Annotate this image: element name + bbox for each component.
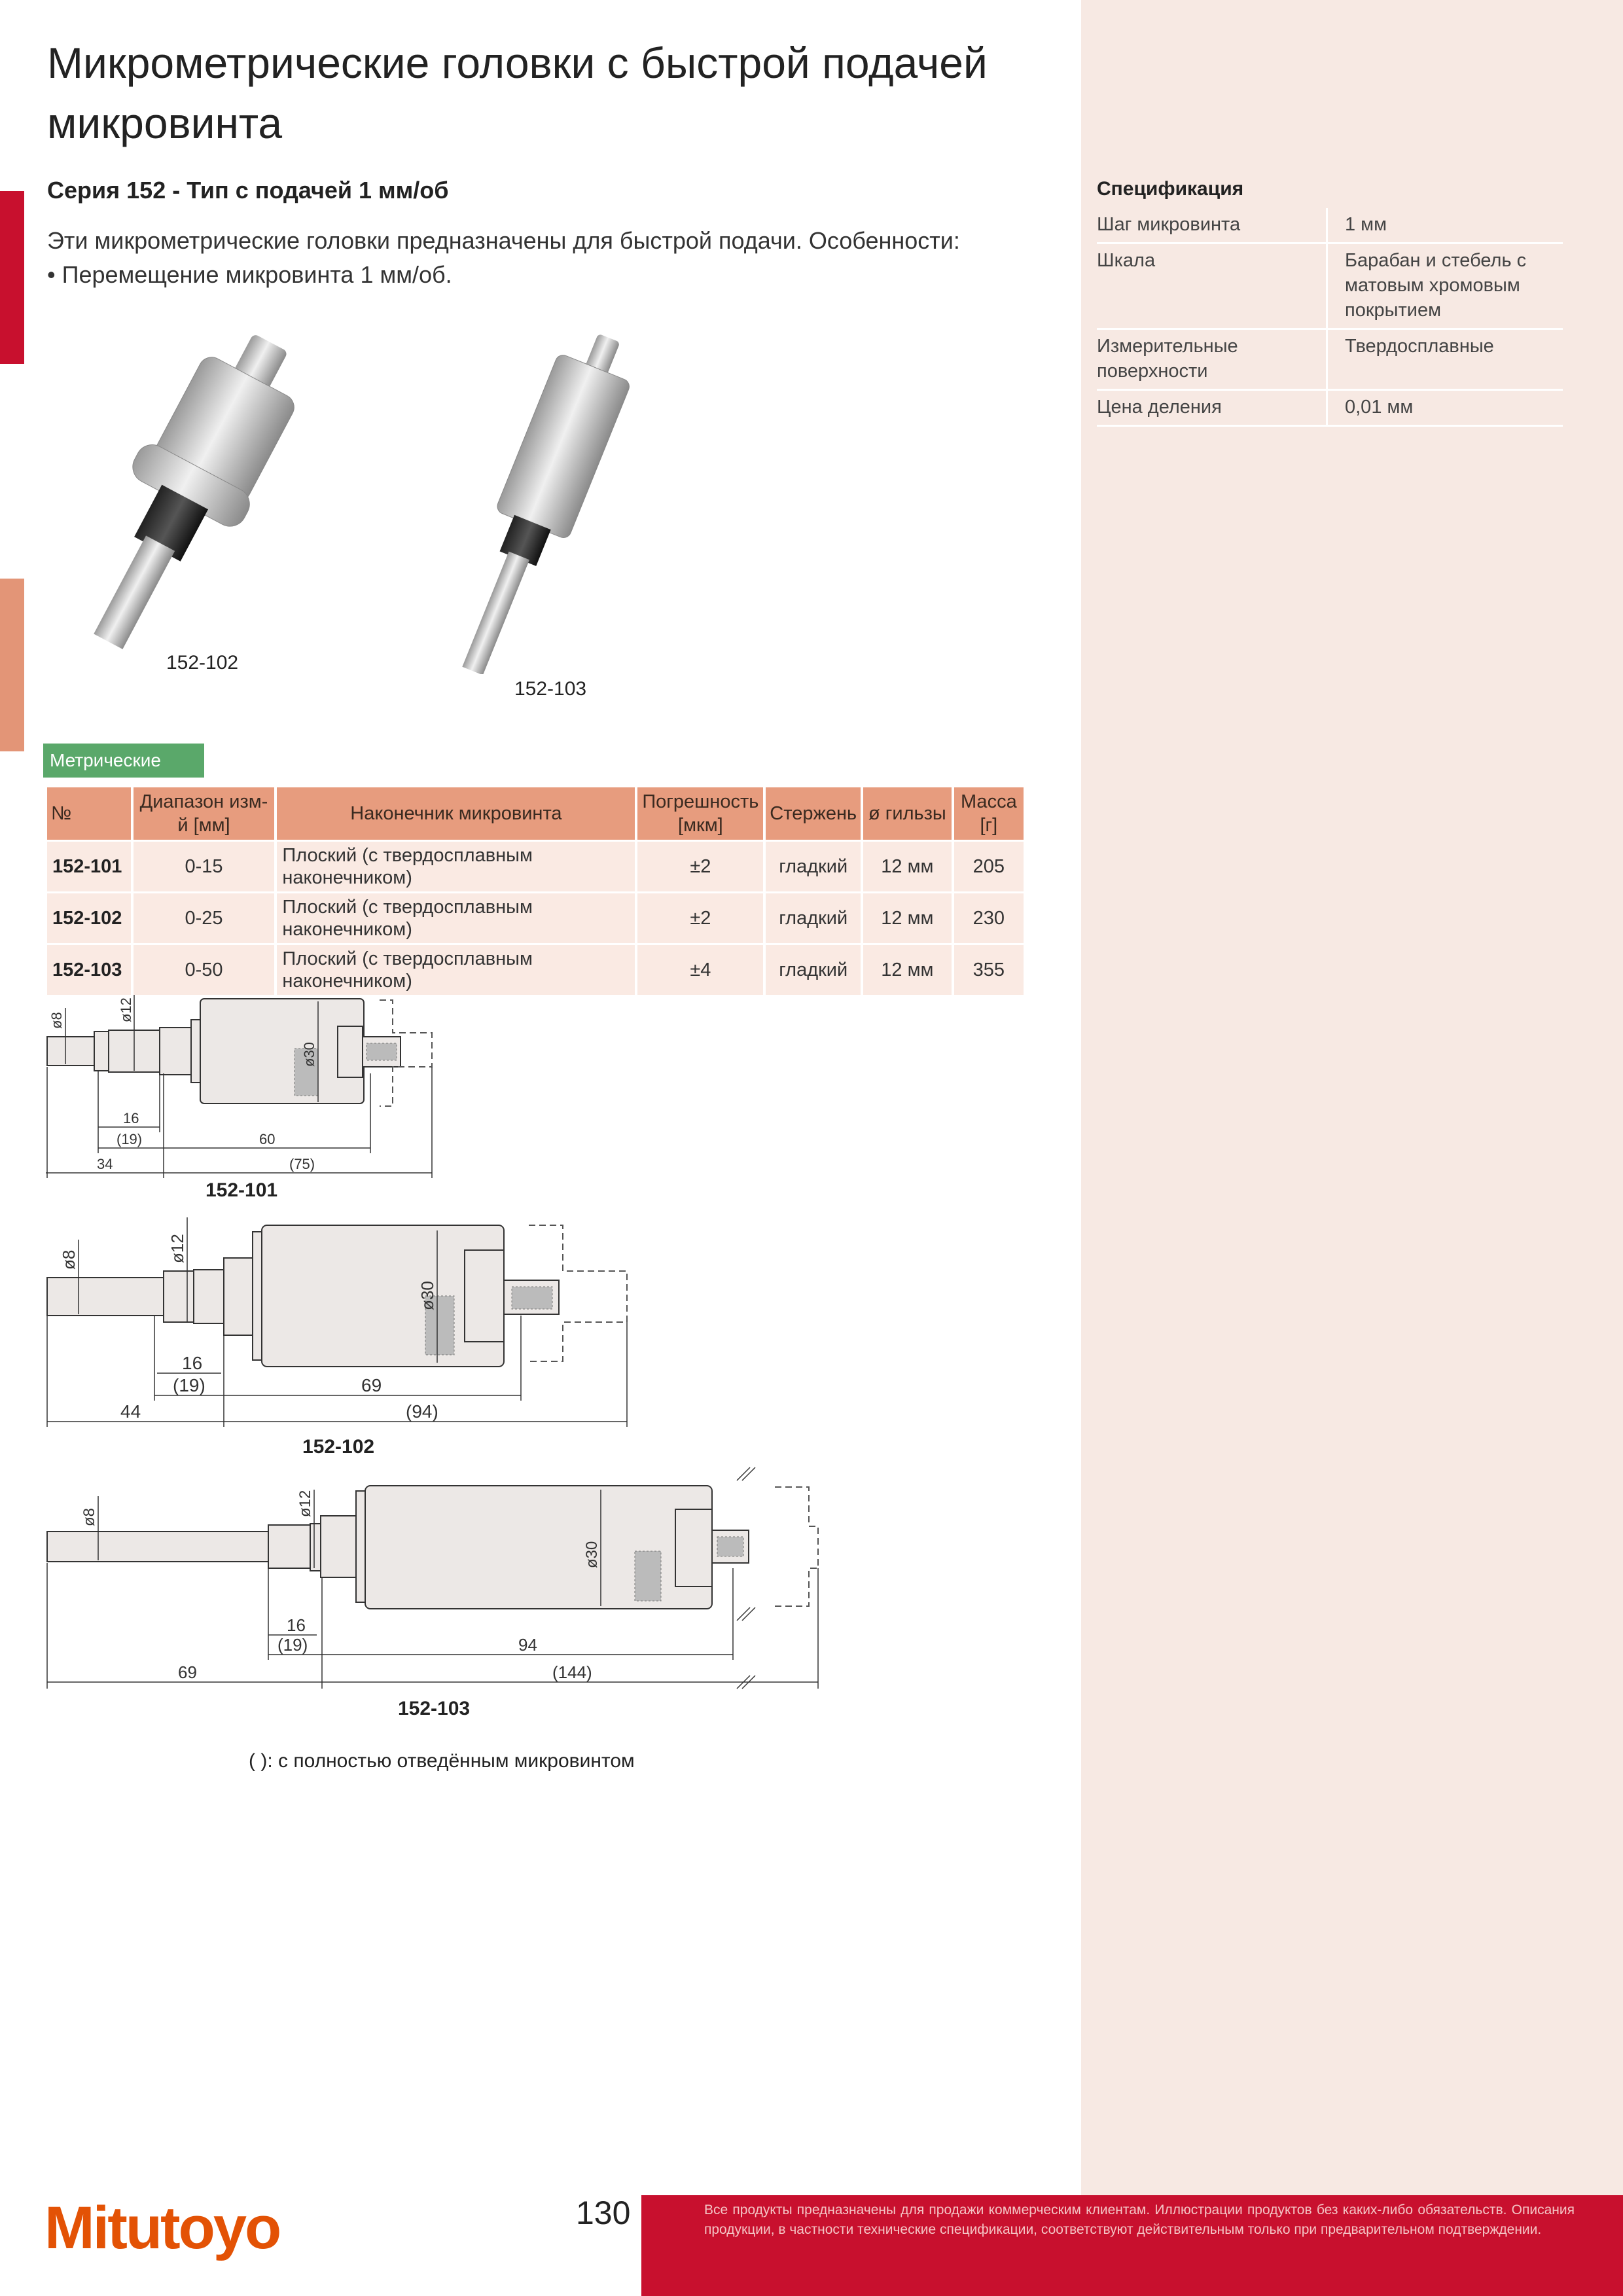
dim-spindle-length: 34 <box>97 1156 113 1172</box>
dim-19: (19) <box>173 1375 205 1395</box>
cell-range: 0-15 <box>134 842 275 891</box>
cell-tip: Плоский (с твердосплавным наконечником) <box>277 945 635 995</box>
dim-length: 69 <box>361 1375 382 1395</box>
dim-length: 94 <box>518 1635 537 1655</box>
dim-thimble-diameter: ø30 <box>301 1042 317 1067</box>
dim-total: (144) <box>552 1662 592 1682</box>
dim-spindle-length: 69 <box>178 1662 197 1682</box>
intro-paragraph: Эти микрометрические головки предназначены для быстрой подачи. Особенности: <box>47 227 960 254</box>
cell-code: 152-102 <box>47 893 131 943</box>
dim-sleeve-diameter: ø12 <box>296 1490 314 1517</box>
spec-row <box>1097 243 1563 329</box>
cell-mass: 205 <box>954 842 1024 891</box>
spec-value: 0,01 мм <box>1327 390 1563 426</box>
technical-drawing-152-103 <box>39 1463 825 1699</box>
cell-mass: 230 <box>954 893 1024 943</box>
footer-disclaimer: Все продукты предназначены для продажи коммерческим клиентам. Иллюстрации продуктов без каких-либо обязательств. Описания продукции, в частности технические спецификации, соответствуют действительным только при предварительном подтверждении. <box>704 2202 1575 2237</box>
cell-sleeve: 12 мм <box>863 945 952 995</box>
cell-sleeve: 12 мм <box>863 893 952 943</box>
cell-spindle: гладкий <box>766 893 861 943</box>
dim-16: 16 <box>123 1110 139 1126</box>
dim-19: (19) <box>116 1131 143 1147</box>
cell-spindle: гладкий <box>766 842 861 891</box>
table-row <box>47 893 1024 943</box>
cell-range: 0-50 <box>134 945 275 995</box>
product-photo-152-103 <box>393 321 707 674</box>
dim-thimble-diameter: ø30 <box>418 1281 437 1310</box>
page-title: Микрометрические головки с быстрой подачей микровинта <box>47 39 988 147</box>
spec-key: Шаг микровинта <box>1097 208 1327 243</box>
mitutoyo-logo: Mitutoyo <box>45 2195 280 2261</box>
cell-accuracy: ±2 <box>637 893 763 943</box>
dim-sleeve-diameter: ø12 <box>168 1234 187 1263</box>
spec-table <box>1097 208 1563 427</box>
spec-value: 1 мм <box>1327 208 1563 243</box>
accent-bar-red <box>0 191 24 364</box>
dim-16: 16 <box>182 1353 203 1373</box>
technical-drawing-152-102 <box>39 1211 641 1433</box>
product-table <box>45 785 1026 997</box>
dim-thimble-diameter: ø30 <box>583 1541 601 1568</box>
cell-accuracy: ±2 <box>637 842 763 891</box>
cell-tip: Плоский (с твердосплавным наконечником) <box>277 893 635 943</box>
accent-bar-salmon <box>0 579 24 751</box>
col-header-range: Диапазон изм-й [мм] <box>134 787 275 840</box>
dim-sleeve-diameter: ø12 <box>118 997 134 1022</box>
product-photo-152-102 <box>46 314 360 655</box>
spec-title: Спецификация <box>1097 178 1244 200</box>
dim-spindle-diameter: ø8 <box>48 1012 65 1029</box>
table-header-row <box>47 787 1024 840</box>
section-label: Метрические <box>43 744 204 778</box>
col-header-code: № <box>47 787 131 840</box>
cell-range: 0-25 <box>134 893 275 943</box>
dim-16: 16 <box>287 1615 306 1635</box>
spec-key: Измерительные поверхности <box>1097 329 1327 390</box>
drawing-caption: 152-102 <box>302 1436 375 1458</box>
spec-row <box>1097 390 1563 426</box>
spec-key: Цена деления <box>1097 390 1327 426</box>
spec-row <box>1097 208 1563 243</box>
dim-spindle-diameter: ø8 <box>80 1507 98 1526</box>
cell-tip: Плоский (с твердосплавным наконечником) <box>277 842 635 891</box>
spec-value: Твердосплавные <box>1327 329 1563 390</box>
dimension-note: ( ): с полностью отведённым микровинтом <box>249 1750 635 1772</box>
drawing-caption: 152-103 <box>398 1698 471 1719</box>
intro-text <box>47 224 1042 292</box>
series-subtitle: Серия 152 - Тип с подачей 1 мм/об <box>47 177 449 204</box>
dim-spindle-length: 44 <box>120 1401 141 1422</box>
technical-drawing-152-101 <box>39 969 458 1191</box>
photo-caption: 152-102 <box>166 652 239 673</box>
cell-spindle: гладкий <box>766 945 861 995</box>
cell-accuracy: ±4 <box>637 945 763 995</box>
intro-bullet: • Перемещение микровинта 1 мм/об. <box>47 261 452 288</box>
dim-total: (94) <box>406 1401 438 1422</box>
drawing-caption: 152-101 <box>205 1179 278 1201</box>
page-number: 130 <box>576 2195 631 2231</box>
cell-code: 152-103 <box>47 945 131 995</box>
cell-mass: 355 <box>954 945 1024 995</box>
col-header-sleeve: ø гильзы <box>863 787 952 840</box>
cell-sleeve: 12 мм <box>863 842 952 891</box>
photo-caption: 152-103 <box>514 678 587 700</box>
table-row <box>47 842 1024 891</box>
col-header-mass: Масса [г] <box>954 787 1024 840</box>
cell-code: 152-101 <box>47 842 131 891</box>
dim-total: (75) <box>289 1156 315 1172</box>
col-header-spindle: Стержень <box>766 787 861 840</box>
spec-row <box>1097 329 1563 390</box>
dim-length: 60 <box>259 1131 276 1147</box>
col-header-accuracy: Погрешность [мкм] <box>637 787 763 840</box>
dim-19: (19) <box>277 1635 308 1655</box>
spec-value: Барабан и стебель с матовым хромовым покрытием <box>1327 243 1563 329</box>
col-header-tip: Наконечник микровинта <box>277 787 635 840</box>
spec-key: Шкала <box>1097 243 1327 329</box>
dim-spindle-diameter: ø8 <box>59 1249 79 1270</box>
